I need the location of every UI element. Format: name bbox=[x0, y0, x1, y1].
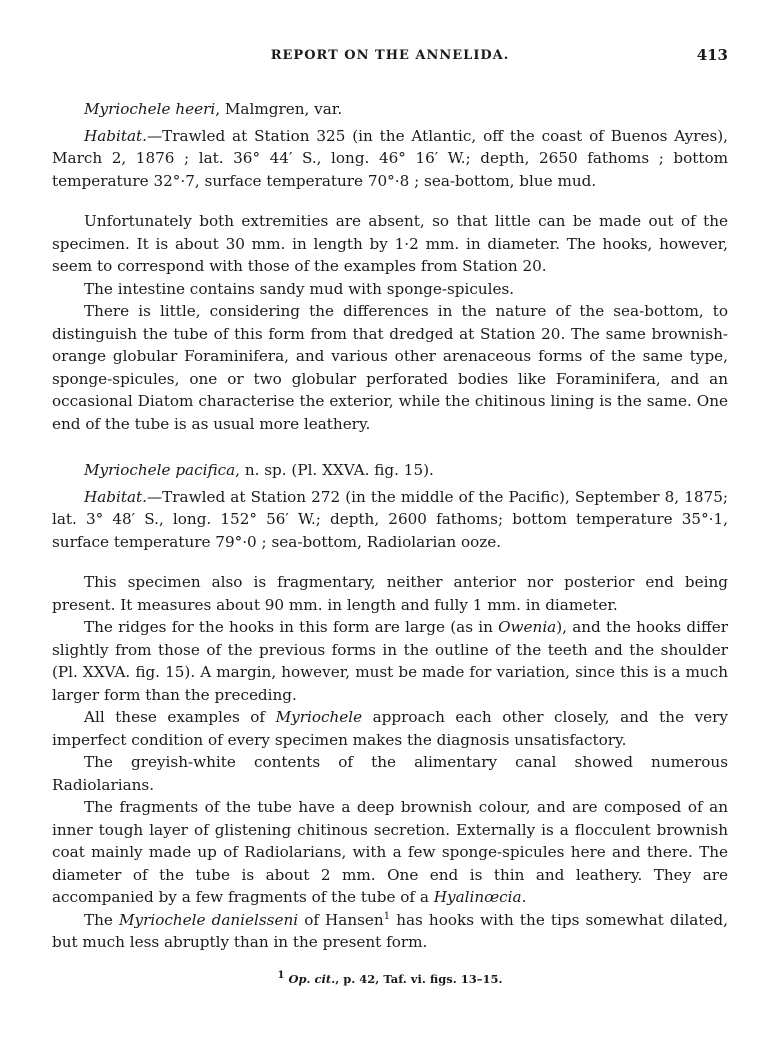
paragraph: The greyish-white contents of the alimentary canal showed numerous Radiolarians. bbox=[52, 753, 728, 794]
habitat-text: —Trawled at Station 325 (in the Atlantic, off the coast of Buenos Ayres), March 2, 1876 ; lat. 36° 44′ S., long. 46° 16′ W.; depth, 2650 fathoms ; bottom temperature 32°·7, surface temperature 70°·8 ; sea-bottom, blue mud. bbox=[52, 126, 728, 190]
species-name: Myriochele heeri bbox=[84, 100, 216, 118]
paragraph: The ridges for the hooks in this form are large (as in Owenia), and the hooks differ slightly from those of the previous forms in the outline of the teeth and the shoulder (Pl. XXVA. fig. 15). A margin, however, must be made for variation, since this is a much larger form than the preceding. bbox=[52, 618, 728, 704]
habitat-text: —Trawled at Station 272 (in the middle of the Pacific), September 8, 1875; lat. 3° 48′ S., long. 152° 56′ W.; depth, 2600 fathoms; bottom temperature 35°·1, surface temperature 79°·0 ; sea-bottom, Radiolarian ooze. bbox=[52, 487, 728, 551]
species-author: , Malmgren, var. bbox=[215, 100, 343, 118]
habitat-label: Habitat. bbox=[84, 126, 147, 145]
paragraph: All these examples of Myriochele approach each other closely, and the very imperfect condition of every specimen makes the diagnosis unsatisfactory. bbox=[52, 708, 728, 749]
species-name: Myriochele pacifica bbox=[84, 461, 236, 479]
page-number: 413 bbox=[696, 46, 728, 64]
footnote-ref: 1 bbox=[383, 910, 391, 922]
paragraph: There is little, considering the differences in the nature of the sea-bottom, to distinguish the tube of this form from that dredged at Station 20. The same brownish-orange globular Foraminifera, and various other arenaceous forms of the same type, sponge-spicules, one or two globular perforated bodies like Foraminifera, and an occasional Diatom characterise the exterior, while the chitinous lining is the same. One end of the tube is as usual more leathery. bbox=[52, 302, 728, 433]
footnote-cite: Op. cit. bbox=[288, 972, 336, 986]
footnote-mark: 1 bbox=[277, 970, 285, 982]
paragraph: The fragments of the tube have a deep brownish colour, and are composed of an inner tough layer of glistening chitinous secretion. Externally is a flocculent brownish coat mainly made up of Radiolarians, with a few sponge-spicules here and there. The diameter of the tube is about 2 mm. One end is thin and leathery. They are accompanied by a few fragments of the tube of a Hyalinœcia. bbox=[52, 798, 728, 906]
species-author: , n. sp. (Pl. XXVA. fig. 15). bbox=[235, 461, 434, 479]
running-head: REPORT ON THE ANNELIDA. bbox=[270, 48, 510, 63]
paragraph: Unfortunately both extremities are absent, so that little can be made out of the specimen. It is about 30 mm. in length by 1·2 mm. in diameter. The hooks, however, seem to correspond with those of the examples from Station 20. bbox=[52, 212, 728, 275]
habitat-paragraph bbox=[52, 486, 728, 554]
habitat-label: Habitat. bbox=[84, 487, 147, 506]
paragraph: This specimen also is fragmentary, neither anterior nor posterior end being present. It measures about 90 mm. in length and fully 1 mm. in diameter. bbox=[52, 573, 728, 614]
footnote bbox=[52, 972, 728, 986]
footnote-rest: , p. 42, Taf. vi. figs. 13–15. bbox=[335, 972, 503, 986]
article-body bbox=[52, 98, 728, 954]
page-header bbox=[52, 48, 728, 68]
paragraph: The Myriochele danielsseni of Hansen$^1$ has hooks with the tips somewhat dilated, but much less abruptly than in the present form. bbox=[52, 910, 728, 951]
species-heading-pacifica bbox=[52, 459, 728, 482]
species-heading-heeri bbox=[52, 98, 728, 121]
paragraph: The intestine contains sandy mud with sponge-spicules. bbox=[84, 279, 515, 298]
habitat-paragraph bbox=[52, 125, 728, 193]
